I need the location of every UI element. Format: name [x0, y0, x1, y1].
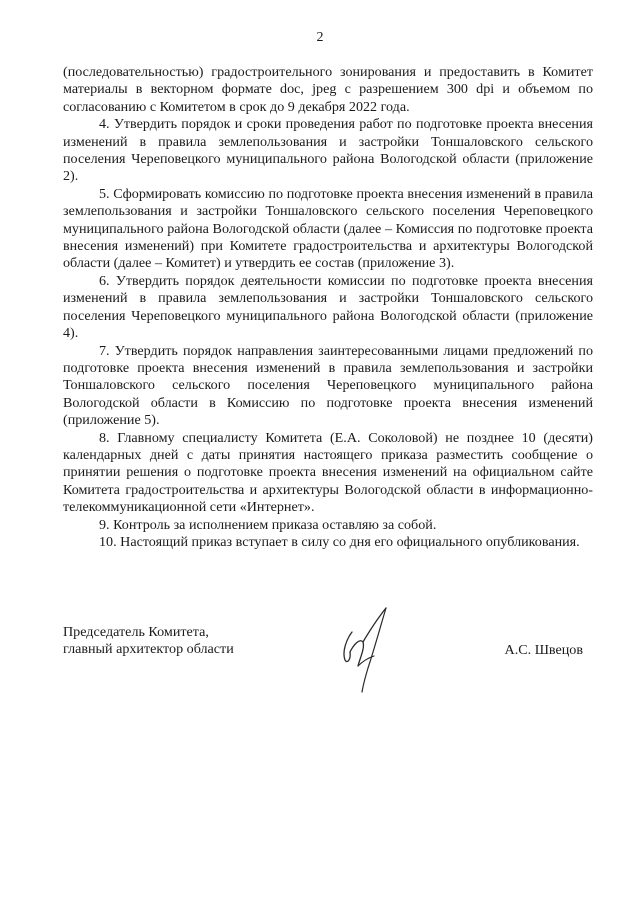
item-10: 10. Настоящий приказ вступает в силу со дня его официального опубликования.: [99, 533, 580, 550]
signer-position-line2: главный архитектор области: [63, 641, 234, 658]
item-5: 5. Сформировать комиссию по подготовке проекта внесения изменений в правила землепользования и застройки Тоншаловского сельского поселения Череповецкого муниципального района Вологодской области (далее – Комиссия по подготовке проекта внесения изменений) при Комитете градостроительства и архитектуры Вологодской области (далее – Комитет) и утвердить ее состав (приложение 3).: [63, 185, 593, 272]
item-7: 7. Утвердить порядок направления заинтересованными лицами предложений по подготовке проекта внесения изменений в правила землепользования и застройки Тоншаловского сельского поселения Череповецкого муниципального района Вологодской области в Комиссию по подготовке проекта внесения изменений (приложение 5).: [63, 342, 593, 429]
signature-block: [63, 624, 593, 659]
paragraph-continuation: (последовательностью) градостроительного зонирования и предоставить в Комитет материалы в векторном формате doc, jpeg с разрешением 300 dpi и объемом по согласованию с Комитетом в срок до 9 декабря 2022 года.: [63, 64, 593, 115]
document-body: [63, 64, 593, 551]
signer-name: А.С. Швецов: [504, 642, 583, 658]
item-9: 9. Контроль за исполнением приказа оставляю за собой.: [99, 516, 437, 533]
signer-position-line1: Председатель Комитета,: [63, 624, 209, 640]
item-4: 4. Утвердить порядок и сроки проведения работ по подготовке проекта внесения изменений в правила землепользования и застройки Тоншаловского сельского поселения Череповецкого муниципального района Вологодской области (приложение 2).: [63, 116, 593, 185]
handwritten-signature: [330, 600, 400, 695]
item-8: 8. Главному специалисту Комитета (Е.А. Соколовой) не позднее 10 (десяти) календарных дней с даты принятия настоящего приказа разместить сообщение о принятии решения о подготовке проекта внесения изменений на официальном сайте Комитета градостроительства и архитектуры Вологодской области в информационно-телекоммуникационной сети «Интернет».: [63, 429, 593, 516]
page-number: 2: [316, 30, 324, 45]
item-6: 6. Утвердить порядок деятельности комиссии по подготовке проекта внесения изменений в правила землепользования и застройки Тоншаловского сельского поселения Череповецкого муниципального района Вологодской области (приложение 4).: [63, 272, 593, 342]
